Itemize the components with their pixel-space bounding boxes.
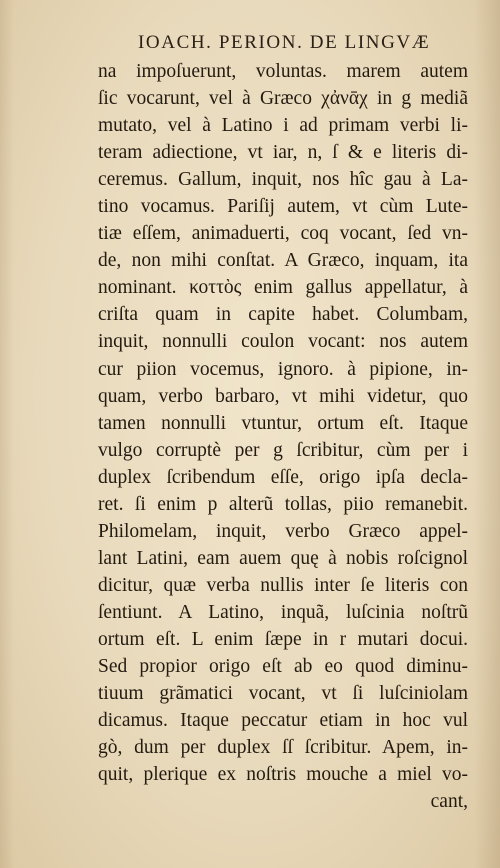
text-line: cur piion vocemus, ignoro. à pipione, in- <box>98 358 468 380</box>
text-line: mutato, vel à Latino i ad primam verbi li- <box>98 115 468 137</box>
text-line: ret. ſi enim p alterũ tollas, piio remanebit. <box>98 493 468 515</box>
text-line: dicitur, quæ verba nullis inter ſe literis con <box>98 574 468 596</box>
catchword: cant, <box>430 791 468 813</box>
text-line: tiæ eſſem, animaduerti, coq vocant, ſed vn- <box>98 223 468 245</box>
text-line: tino vocamus. Pariſij autem, vt cùm Lute- <box>98 196 468 218</box>
text-line: quam, verbo barbaro, vt mihi videtur, quo <box>98 385 468 407</box>
text-line: de, non mihi conſtat. A Græco, inquam, ita <box>98 250 468 272</box>
text-line: criſta quam in capite habet. Columbam, <box>98 304 468 326</box>
text-line: na impoſuerunt, voluntas. marem autem <box>98 61 468 82</box>
text-line: ortum eſt. L enim ſæpe in r mutari docui. <box>98 628 468 650</box>
spine-shadow <box>474 0 500 868</box>
text-line: ceremus. Gallum, inquit, nos hîc gau à La- <box>98 169 468 191</box>
text-line: vulgo corruptè per g ſcribitur, cùm per i <box>98 439 468 461</box>
text-line: teram adiectione, vt iar, n, ſ & e literis di- <box>98 142 468 164</box>
text-line: ſic vocarunt, vel à Græco χἀνᾱχ in g mediã <box>98 88 468 110</box>
text-line: tiuum grãmatici vocant, vt ſi luſciniolam <box>98 683 468 705</box>
text-line: dicamus. Itaque peccatur etiam in hoc vul <box>98 710 468 732</box>
text-line: ſentiunt. A Latino, inquã, luſcinia noſtrũ <box>98 601 468 623</box>
text-line: Philomelam, inquit, verbo Græco appel- <box>98 520 468 542</box>
page-edge-shadow <box>0 0 14 868</box>
running-header: IOACH. PERION. DE LINGVÆ <box>138 32 431 53</box>
body-text <box>98 58 468 815</box>
text-line: lant Latini, eam auem quę à nobis roſcignol <box>98 547 468 569</box>
text-line: quit, plerique ex noſtris mouche a miel vo- <box>98 764 468 786</box>
text-line: gò, dum per duplex ſſ ſcribitur. Apem, in- <box>98 737 468 759</box>
text-line: nominant. κοττὸς enim gallus appellatur, à <box>98 277 468 299</box>
text-line: Sed propior origo eſt ab eo quod diminu- <box>98 656 468 678</box>
text-line: tamen nonnulli vtuntur, ortum eſt. Itaque <box>98 412 468 434</box>
text-line: duplex ſcribendum eſſe, origo ipſa decla- <box>98 466 468 488</box>
text-line: inquit, nonnulli coulon vocant: nos autem <box>98 331 468 353</box>
